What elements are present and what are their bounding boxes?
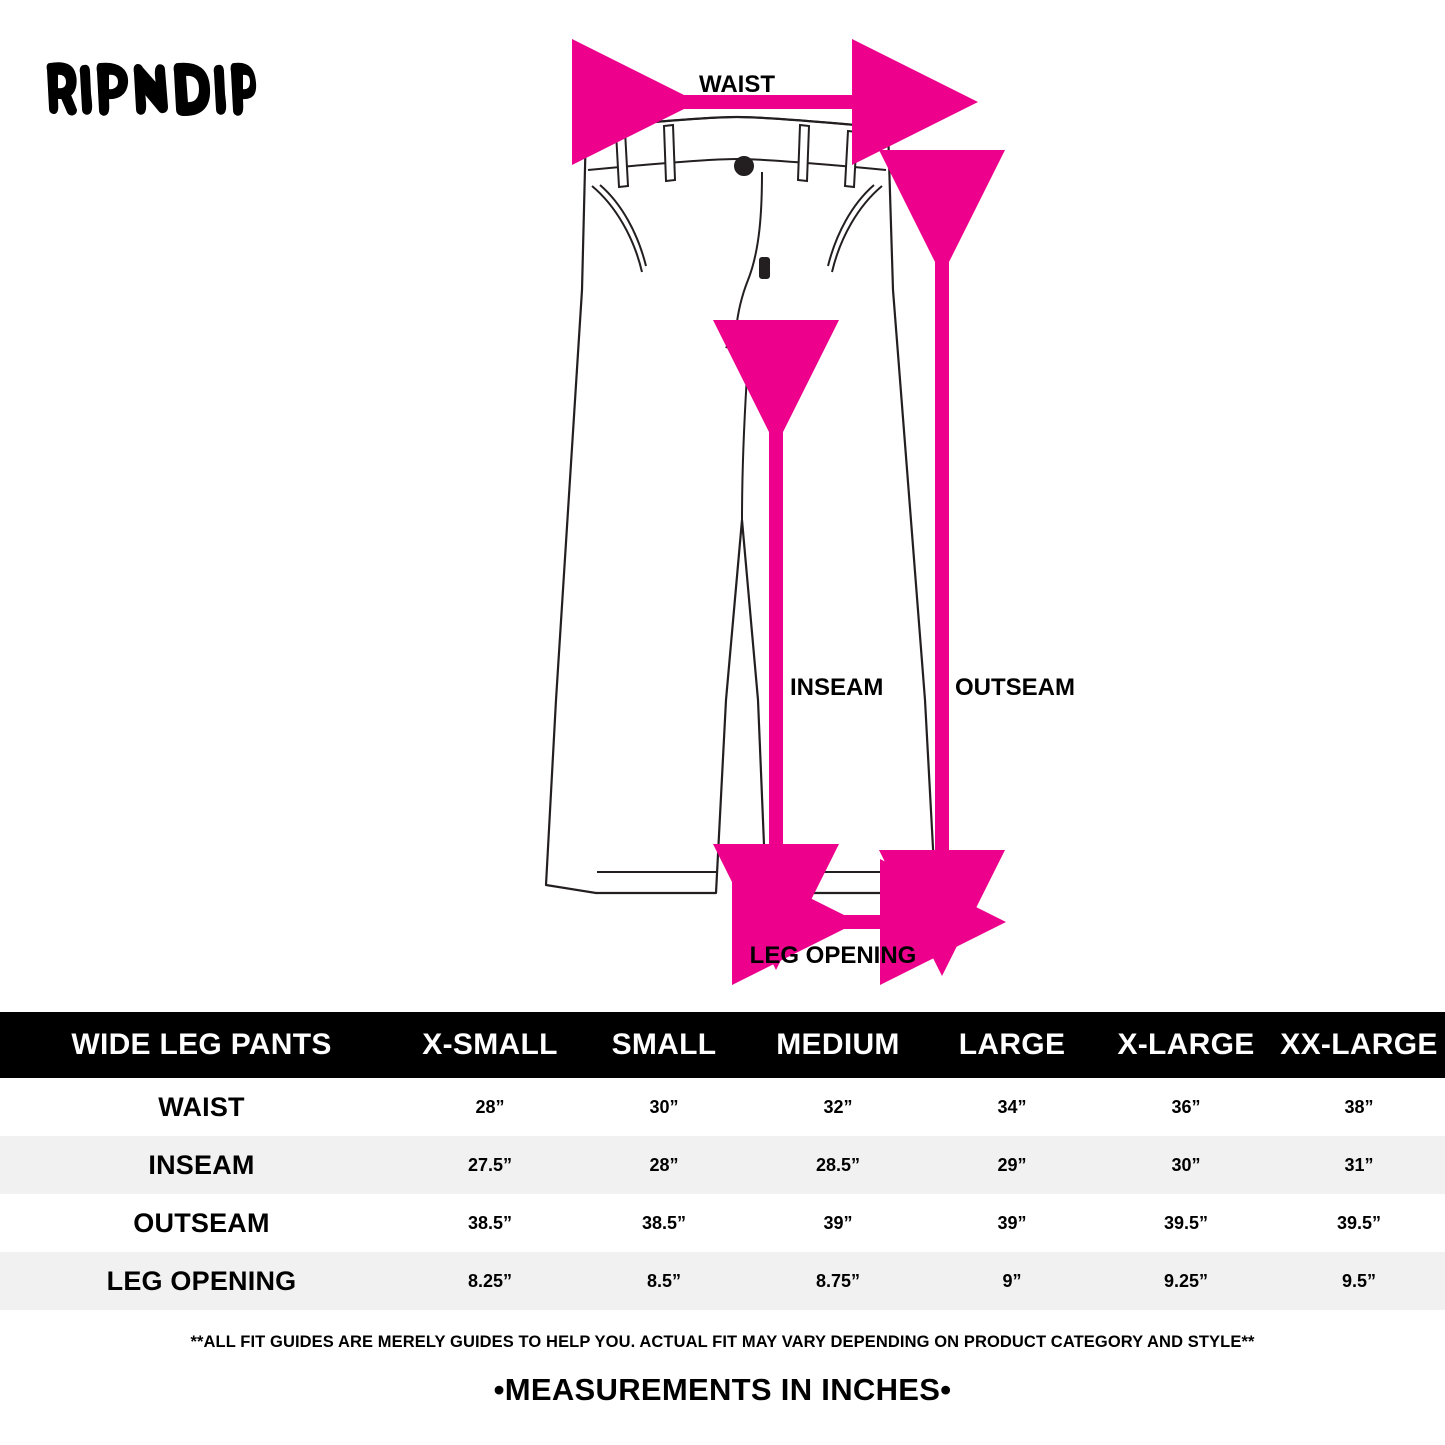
column-header-s: SMALL [577, 1012, 751, 1078]
table-row [0, 1252, 1445, 1310]
cell-waist-l: 34” [925, 1078, 1099, 1136]
outseam-label: OUTSEAM [955, 674, 1075, 701]
cell-waist-xl: 36” [1099, 1078, 1273, 1136]
column-header-xxl: XX-LARGE [1273, 1012, 1445, 1078]
pants-outline [546, 117, 935, 893]
cell-waist-xxl: 38” [1273, 1078, 1445, 1136]
table-body [0, 1078, 1445, 1310]
column-header-l: LARGE [925, 1012, 1099, 1078]
cell-leg-opening-m: 8.75” [751, 1252, 925, 1310]
table-header [0, 1012, 1445, 1078]
row-label-leg-opening: LEG OPENING [0, 1252, 403, 1310]
cell-waist-m: 32” [751, 1078, 925, 1136]
cell-inseam-m: 28.5” [751, 1136, 925, 1194]
cell-leg-opening-xl: 9.25” [1099, 1252, 1273, 1310]
row-label-waist: WAIST [0, 1078, 403, 1136]
size-table [0, 1012, 1445, 1310]
cell-outseam-m: 39” [751, 1194, 925, 1252]
cell-outseam-s: 38.5” [577, 1194, 751, 1252]
waist-button [735, 157, 753, 175]
cell-leg-opening-l: 9” [925, 1252, 1099, 1310]
cell-inseam-xs: 27.5” [403, 1136, 577, 1194]
leg-opening-label: LEG OPENING [749, 942, 917, 969]
cell-outseam-l: 39” [925, 1194, 1099, 1252]
column-header-xl: X-LARGE [1099, 1012, 1273, 1078]
cell-leg-opening-xxl: 9.5” [1273, 1252, 1445, 1310]
table-title: WIDE LEG PANTS [0, 1012, 403, 1078]
cell-inseam-l: 29” [925, 1136, 1099, 1194]
cell-inseam-s: 28” [577, 1136, 751, 1194]
cell-leg-opening-s: 8.5” [577, 1252, 751, 1310]
row-label-inseam: INSEAM [0, 1136, 403, 1194]
size-chart [0, 1012, 1445, 1310]
cell-waist-xs: 28” [403, 1078, 577, 1136]
row-label-outseam: OUTSEAM [0, 1194, 403, 1252]
column-header-xs: X-SMALL [403, 1012, 577, 1078]
cell-inseam-xxl: 31” [1273, 1136, 1445, 1194]
inseam-label: INSEAM [790, 674, 884, 701]
table-row [0, 1136, 1445, 1194]
column-header-m: MEDIUM [751, 1012, 925, 1078]
table-row [0, 1078, 1445, 1136]
cell-leg-opening-xs: 8.25” [403, 1252, 577, 1310]
table-header-row [0, 1012, 1445, 1078]
measurements-unit-note: •MEASUREMENTS IN INCHES• [493, 1372, 952, 1407]
cell-inseam-xl: 30” [1099, 1136, 1273, 1194]
fit-guide-disclaimer: **ALL FIT GUIDES ARE MERELY GUIDES TO HELP YOU. ACTUAL FIT MAY VARY DEPENDING ON PRODUCT CATEGORY AND STYLE** [190, 1333, 1255, 1351]
cell-waist-s: 30” [577, 1078, 751, 1136]
cell-outseam-xl: 39.5” [1099, 1194, 1273, 1252]
table-row [0, 1194, 1445, 1252]
cell-outseam-xxl: 39.5” [1273, 1194, 1445, 1252]
waist-label: WAIST [699, 71, 775, 98]
cell-outseam-xs: 38.5” [403, 1194, 577, 1252]
